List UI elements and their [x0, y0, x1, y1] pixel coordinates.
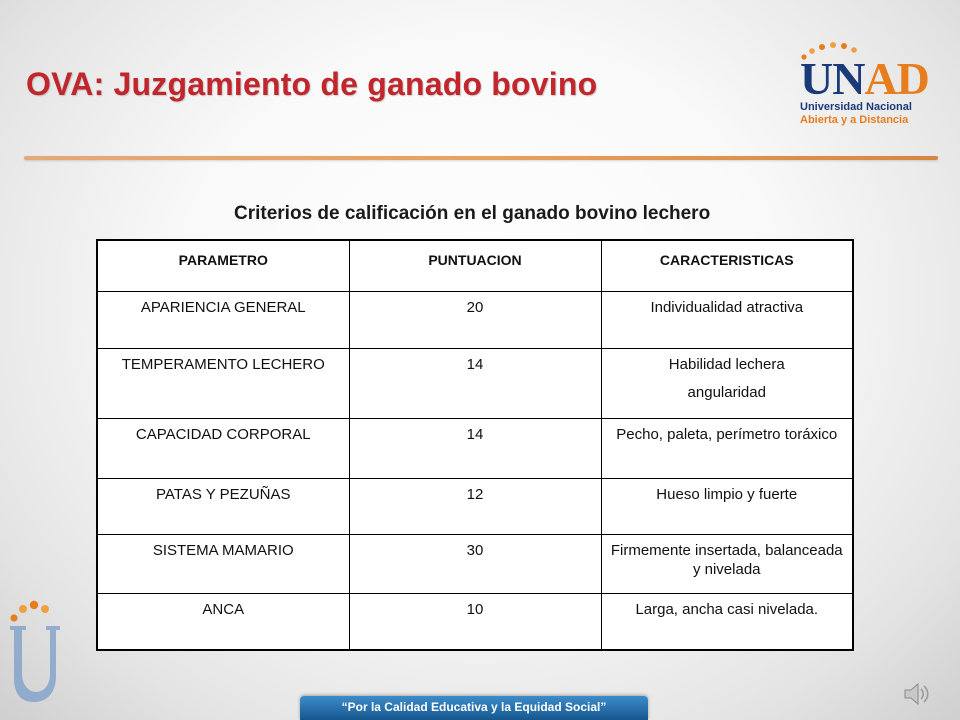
- cell-caracteristicas: [601, 534, 853, 593]
- header-caracteristicas: CARACTERISTICAS: [601, 240, 853, 291]
- table-header-row: [97, 240, 853, 291]
- footer-slogan: “Por la Calidad Educativa y la Equidad Social”: [300, 696, 648, 720]
- trait-text: Habilidad lechera: [668, 355, 785, 373]
- cell-puntuacion: 10: [349, 593, 601, 650]
- header-parametro: PARAMETRO: [97, 240, 349, 291]
- unad-logo: [794, 40, 936, 130]
- table-row: [97, 348, 853, 418]
- cell-puntuacion: 20: [349, 291, 601, 348]
- cell-puntuacion: 14: [349, 348, 601, 418]
- slide-title: OVA: Juzgamiento de ganado bovino: [26, 66, 598, 102]
- logo-line-1: Universidad Nacional: [800, 101, 912, 113]
- cell-puntuacion: 12: [349, 478, 601, 534]
- cell-caracteristicas: [601, 478, 853, 534]
- cell-parametro: APARIENCIA GENERAL: [97, 291, 349, 348]
- cell-parametro: TEMPERAMENTO LECHERO: [97, 348, 349, 418]
- title-divider: [24, 156, 938, 160]
- header-puntuacion: PUNTUACION: [349, 240, 601, 291]
- criteria-table: [96, 239, 854, 651]
- cell-caracteristicas: [601, 593, 853, 650]
- logo-line-2: Abierta y a Distancia: [800, 114, 909, 126]
- cell-parametro: CAPACIDAD CORPORAL: [97, 418, 349, 478]
- trait-text: angularidad: [687, 383, 766, 401]
- cell-puntuacion: 30: [349, 534, 601, 593]
- table-caption: Criterios de calificación en el ganado bovino lechero: [234, 203, 711, 224]
- table-row: [97, 291, 853, 348]
- cell-puntuacion: 14: [349, 418, 601, 478]
- unad-side-logo-icon: [4, 600, 64, 710]
- table-row: [97, 418, 853, 478]
- cell-parametro: SISTEMA MAMARIO: [97, 534, 349, 593]
- table-row: [97, 593, 853, 650]
- cell-caracteristicas: [601, 348, 853, 418]
- logo-wordmark: UNAD: [800, 53, 929, 104]
- trait-text: Hueso limpio y fuerte: [656, 485, 798, 503]
- table-row: [97, 478, 853, 534]
- cell-caracteristicas: [601, 418, 853, 478]
- trait-text: Larga, ancha casi nivelada.: [635, 600, 819, 618]
- trait-text: Firmemente insertada, balanceada y nivelada: [610, 541, 843, 578]
- cell-parametro: ANCA: [97, 593, 349, 650]
- trait-text: Pecho, paleta, perímetro toráxico: [616, 425, 838, 443]
- cell-caracteristicas: [601, 291, 853, 348]
- table-row: [97, 534, 853, 593]
- speaker-icon[interactable]: [902, 680, 932, 708]
- cell-parametro: PATAS Y PEZUÑAS: [97, 478, 349, 534]
- trait-text: Individualidad atractiva: [650, 298, 804, 316]
